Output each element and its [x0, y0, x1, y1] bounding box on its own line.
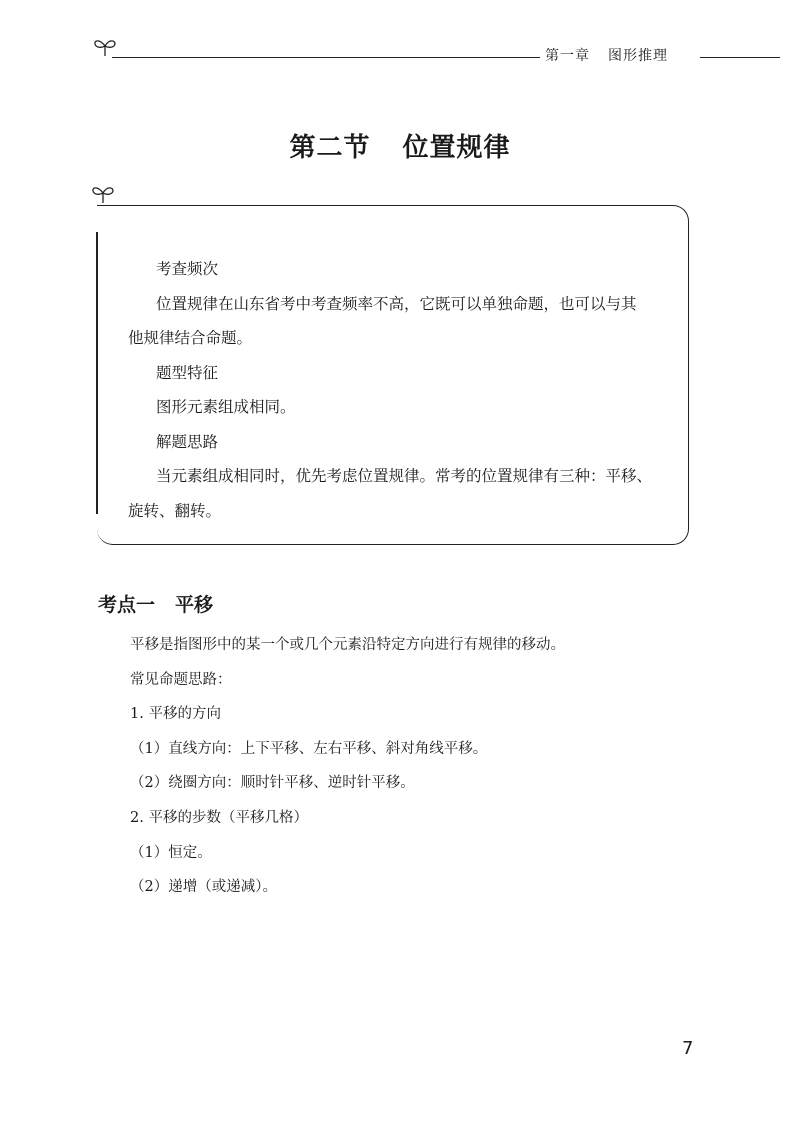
box-paragraph: 图形元素组成相同。 — [156, 398, 296, 416]
box-paragraph-continued: 他规律结合命题。 — [128, 329, 253, 347]
body-list-item: （2）绕圈方向：顺时针平移、逆时针平移。 — [130, 775, 415, 792]
body-list-item: （1）恒定。 — [130, 844, 212, 861]
body-paragraph: 常见命题思路： — [130, 671, 232, 688]
box-paragraph: 当元素组成相同时，优先考虑位置规律。常考的位置规律有三种：平移、 — [156, 467, 653, 485]
page-number: 7 — [682, 1038, 694, 1059]
body-paragraph: 平移是指图形中的某一个或几个元素沿特定方向进行有规律的移动。 — [130, 637, 565, 653]
section-title — [0, 127, 800, 164]
kaodian-title — [98, 590, 213, 617]
section-prefix: 第二节 — [289, 133, 371, 163]
section-name: 位置规律 — [402, 133, 511, 163]
body-list-item: （2）递增（或递减）。 — [130, 879, 277, 896]
kaodian-label: 考点一 — [98, 594, 156, 616]
box-heading-features: 题型特征 — [156, 363, 219, 382]
box-heading-frequency: 考查频次 — [156, 260, 219, 278]
chapter-topic: 图形推理 — [608, 48, 668, 64]
chapter-label — [545, 45, 668, 65]
body-subheading: 1. 平移的方向 — [130, 706, 221, 723]
box-paragraph-continued: 旋转、翻转。 — [128, 501, 222, 520]
summary-box-left-rule — [96, 232, 98, 514]
header-rule-left — [112, 57, 540, 58]
summary-box-content — [128, 252, 668, 528]
box-paragraph: 位置规律在山东省考中考查频率不高，它既可以单独命题，也可以与其 — [156, 294, 637, 313]
header-rule-right — [700, 57, 780, 58]
running-header — [0, 30, 800, 70]
sprout-icon — [92, 36, 118, 58]
body-subheading: 2. 平移的步数（平移几格） — [130, 809, 308, 826]
body-list-item: （1）直线方向：上下平移、左右平移、斜对角线平移。 — [130, 740, 488, 757]
kaodian-name: 平移 — [175, 594, 214, 616]
body-text — [130, 628, 690, 905]
box-heading-approach: 解题思路 — [156, 432, 219, 451]
chapter-number: 第一章 — [545, 48, 590, 64]
sprout-icon — [90, 183, 116, 205]
